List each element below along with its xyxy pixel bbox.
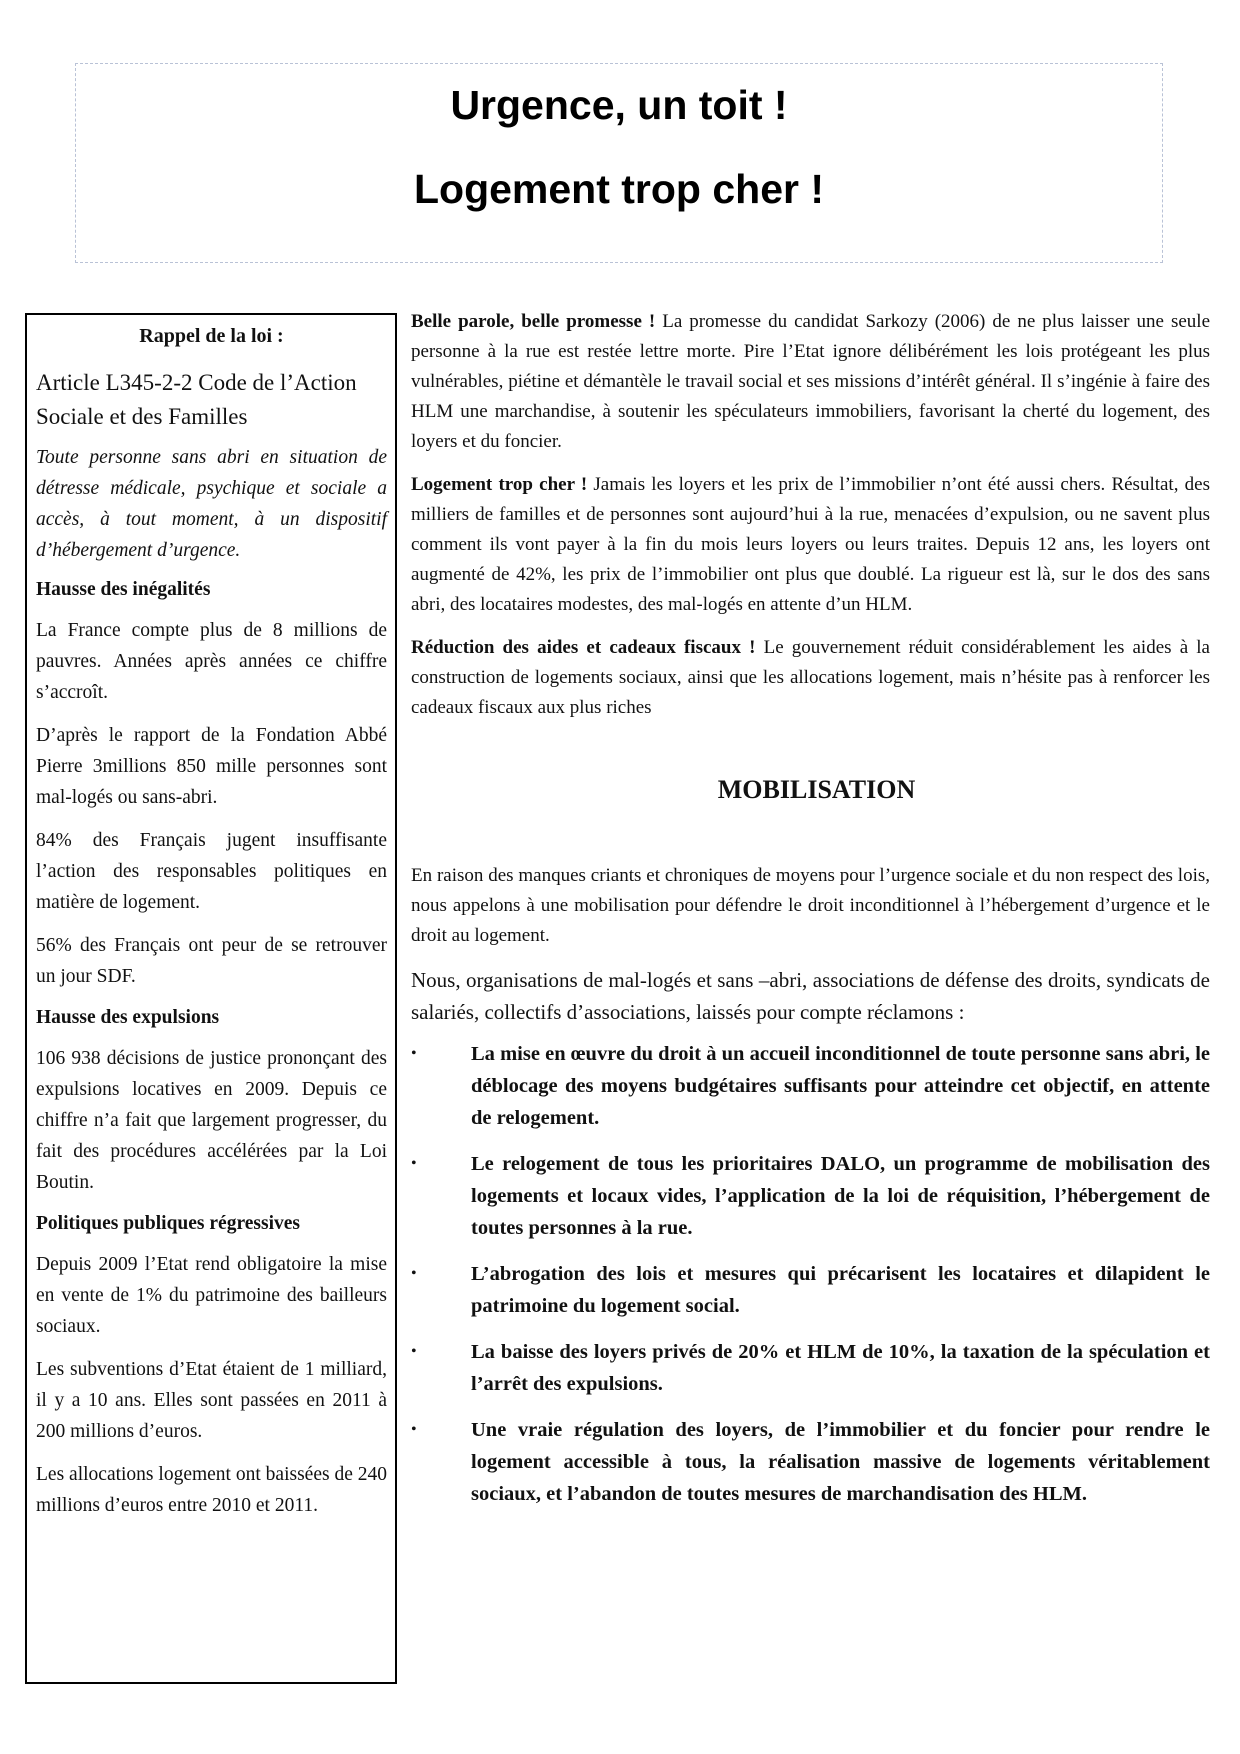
bullet-icon: •: [411, 1421, 417, 1438]
bullet-icon: •: [411, 1343, 417, 1360]
demand-text: La baisse des loyers privés de 20% et HLM de 10%, la taxation de la spéculation et l’arrêt des expulsions.: [471, 1341, 1210, 1395]
sidebar-title: Rappel de la loi :: [139, 325, 284, 347]
title-box: [75, 63, 1163, 263]
demand-item: [411, 1038, 1210, 1134]
demand-item: [411, 1258, 1210, 1322]
demand-text: Le relogement de tous les prioritaires DALO, un programme de mobilisation des logements et locaux vides, l’application de la loi de réquisition, l’hébergement de toutes personnes à la rue.: [471, 1153, 1210, 1239]
section-title-mobilisation: MOBILISATION: [717, 775, 916, 804]
main-paragraph: [411, 307, 1210, 457]
paragraph-text: La promesse du candidat Sarkozy (2006) de ne plus laisser une seule personne à la rue est restée lettre morte. Pire l’Etat ignore délibérément les lois protégeant les plus vulnérables, piétine et démantèle le travail social et ses missions d’intérêt général. Il s’ingénie à faire des HLM une marchandise, à soutenir les spéculateurs immobiliers, favorisant la cherté du logement, des loyers et du foncier.: [411, 311, 1211, 452]
sidebar-paragraph: 84% des Français jugent insuffisante l’action des responsables politiques en matière de logement.: [36, 830, 387, 913]
demand-item: [411, 1414, 1210, 1510]
bullet-icon: •: [411, 1155, 417, 1172]
paragraph-lead: Belle parole, belle promesse !: [411, 311, 656, 332]
mobilisation-intro: En raison des manques criants et chroniques de moyens pour l’urgence sociale et du non respect des lois, nous appelons à une mobilisation pour défendre le droit inconditionnel à l’hébergement d’urgence et le droit au logement.: [411, 865, 1210, 946]
section-heading-public-policies: Politiques publiques régressives: [36, 1213, 301, 1234]
sidebar-paragraph: D’après le rapport de la Fondation Abbé Pierre 3millions 850 mille personnes sont mal-logés ou sans-abri.: [36, 725, 387, 808]
demand-text: L’abrogation des lois et mesures qui précarisent les locataires et dilapident le patrimoine du logement social.: [471, 1263, 1210, 1317]
page-title: Urgence, un toit !: [450, 82, 788, 128]
demand-text: Une vraie régulation des loyers, de l’immobilier et du foncier pour rendre le logement accessible à tous, la réalisation massive de logements véritablement sociaux, et l’abandon de toutes mesures de marchandisation des HLM.: [471, 1419, 1210, 1505]
sidebar-paragraph: Les allocations logement ont baissées de 240 millions d’euros entre 2010 et 2011.: [36, 1464, 387, 1516]
demands-list: [411, 1038, 1210, 1510]
law-article-reference: Article L345-2-2 Code de l’Action Sociale et des Familles: [36, 370, 357, 429]
section-heading-evictions: Hausse des expulsions: [36, 1007, 220, 1028]
section-heading-inequalities: Hausse des inégalités: [36, 579, 211, 600]
bullet-icon: •: [411, 1045, 417, 1062]
sidebar-paragraph: Depuis 2009 l’Etat rend obligatoire la mise en vente de 1% du patrimoine des bailleurs sociaux.: [36, 1254, 387, 1337]
sidebar-paragraph: La France compte plus de 8 millions de pauvres. Années après années ce chiffre s’accroît.: [36, 620, 387, 703]
main-paragraph: [411, 470, 1210, 620]
bullet-icon: •: [411, 1265, 417, 1282]
demand-item: [411, 1336, 1210, 1400]
paragraph-text: Jamais les loyers et les prix de l’immobilier n’ont été aussi chers. Résultat, des milliers de familles et de personnes sont aujourd’hui à la rue, menacées d’expulsion, ou ne savent plus comment ils vont payer à la fin du mois leurs loyers ou leurs traites. Depuis 12 ans, les loyers ont augmenté de 42%, les prix de l’immobilier ont plus que doublé. La rigueur est là, sur le dos des sans abri, des locataires modestes, des mal-logés en attente d’un HLM.: [411, 474, 1210, 615]
main-column: [411, 307, 1210, 1524]
law-text: Toute personne sans abri en situation de détresse médicale, psychique et sociale a accès, à tout moment, à un dispositif d’hébergement d’urgence.: [36, 447, 387, 561]
demand-item: [411, 1148, 1210, 1244]
law-reminder-sidebar: [25, 313, 397, 1684]
main-paragraph: [411, 633, 1210, 723]
sidebar-paragraph: Les subventions d’Etat étaient de 1 milliard, il y a 10 ans. Elles sont passées en 2011 à 200 millions d’euros.: [36, 1359, 387, 1442]
sidebar-paragraph: 106 938 décisions de justice prononçant des expulsions locatives en 2009. Depuis ce chiffre n’a fait que largement progresser, du fait des procédures accélérées par la Loi Boutin.: [36, 1048, 387, 1193]
paragraph-text: Le gouvernement réduit considérablement les aides à la construction de logements sociaux, ainsi que les allocations logement, mais n’hésite pas à renforcer les cadeaux fiscaux aux plus riches: [411, 637, 1210, 718]
paragraph-lead: Logement trop cher !: [411, 474, 588, 495]
sidebar-paragraph: 56% des Français ont peur de se retrouver un jour SDF.: [36, 935, 387, 987]
page-subtitle: Logement trop cher !: [413, 166, 825, 212]
paragraph-lead: Réduction des aides et cadeaux fiscaux !: [411, 637, 756, 658]
demand-text: La mise en œuvre du droit à un accueil inconditionnel de toute personne sans abri, le déblocage des moyens budgétaires suffisants pour atteindre cet objectif, en attente de relogement.: [471, 1043, 1210, 1129]
mobilisation-claims-intro: Nous, organisations de mal-logés et sans –abri, associations de défense des droits, syndicats de salariés, collectifs d’associations, laissés pour compte réclamons :: [411, 968, 1210, 1024]
